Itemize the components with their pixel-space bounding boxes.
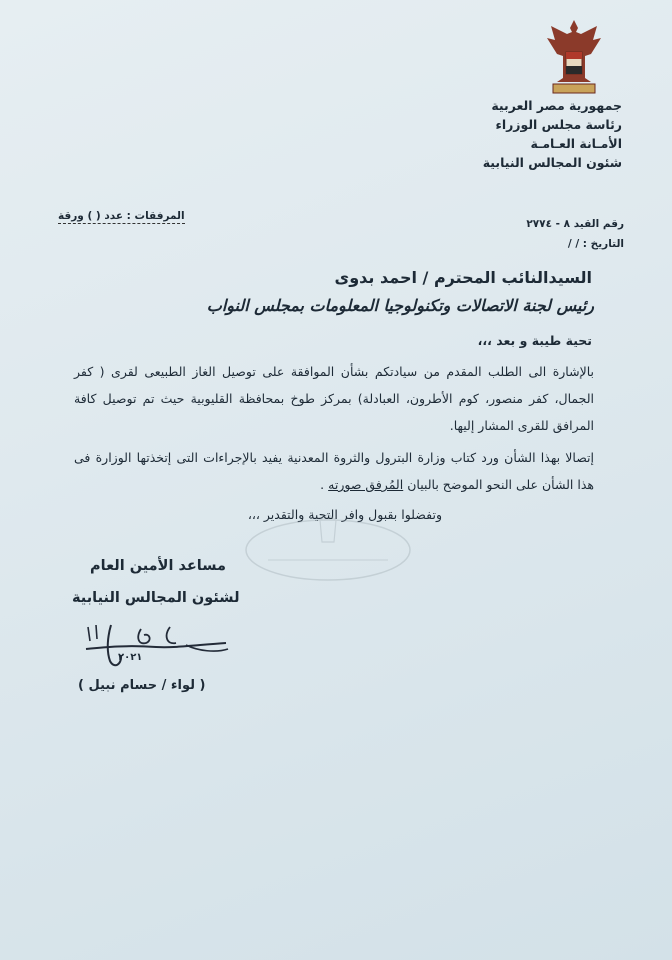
eagle-emblem-icon <box>545 18 603 96</box>
stamp-seal <box>238 512 418 584</box>
greeting: تحية طيبة و بعد ،،، <box>477 333 592 348</box>
closing-line: وتفضلوا بقبول وافر التحية والتقدير ،،، <box>247 507 442 522</box>
header-department: شئون المجالس النيابية <box>482 155 622 170</box>
paragraph-2-text: إتصالا بهذا الشأن ورد كتاب وزارة البترول والثروة المعدنية يفيد بالإجراءات التى إتخذتها الوزارة فى هذا الشأن على النحو الموضح بالبيان <box>74 450 594 492</box>
handwritten-signature <box>66 615 236 675</box>
ministry-header <box>422 96 622 172</box>
attachment-reference: المُرفق صورته <box>328 477 404 492</box>
signatory-title-1: مساعد الأمين العام <box>90 558 226 574</box>
attachments-field: المرفقات : عدد ( ) ورقة <box>58 210 185 222</box>
signatory-name: ( لواء / حسام نبيل ) <box>78 678 206 693</box>
header-secretariat: الأمـانة العـامـة <box>530 136 622 151</box>
header-cabinet: رئاسة مجلس الوزراء <box>495 117 622 132</box>
paragraph-2-end: . <box>320 477 325 492</box>
signatory-title-2: لشئون المجالس النيابية <box>72 590 240 606</box>
body-paragraph-1: بالإشارة الى الطلب المقدم من سيادتكم بشأن الموافقة على توصيل الغاز الطبيعى لقرى ( كفر الجمال، كفر منصور، كوم الأطرون، العبادلة) بمركز طوخ بمحافظة القليوبية حيث تم توصيل كافة المرافق للقرى المشار إليها. <box>74 364 594 433</box>
reference-number: رقم القيد ٨ - ٢٧٧٤ <box>526 218 624 230</box>
document-date: التاريخ : / / <box>567 238 624 250</box>
addressee-title: رئيس لجنة الاتصالات وتكنولوجيا المعلومات بمجلس النواب <box>206 296 594 315</box>
addressee-name: السيدالنائب المحترم / احمد بدوى <box>334 268 592 287</box>
signature-date: ٢٠٢١ <box>118 652 143 663</box>
body-paragraph-2 <box>74 444 594 498</box>
header-country: جمهورية مصر العربية <box>491 98 622 113</box>
